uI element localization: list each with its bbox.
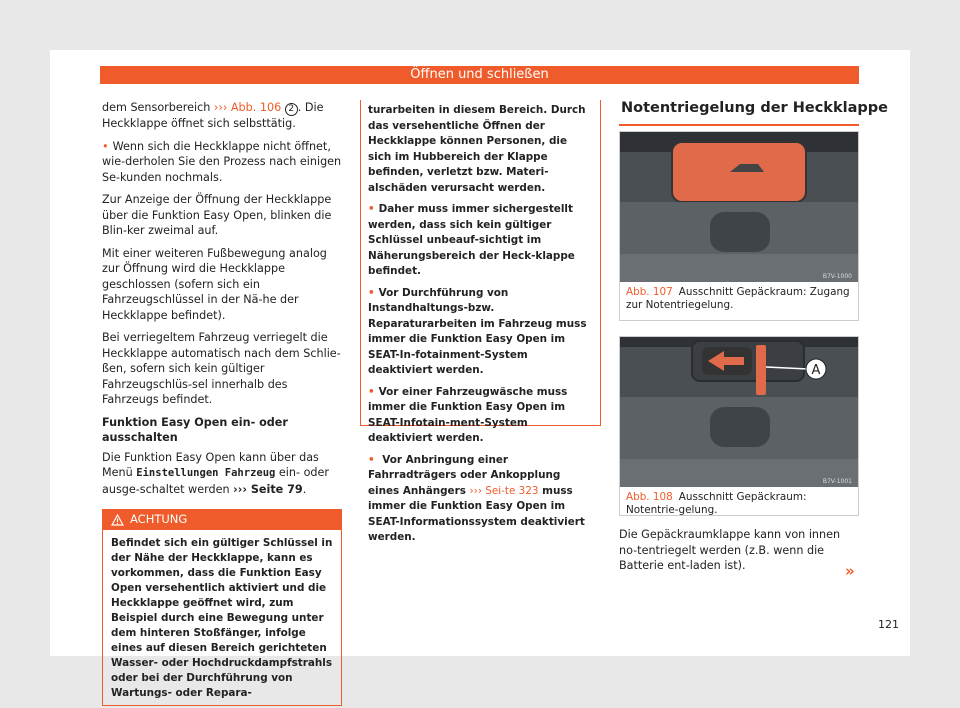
paragraph: turarbeiten in diesem Bereich. Durch das versehentliche Öffnen der Heckklappe können Personen, die sich im Hubbereich der Klappe befinden, verletzt bzw. Materi-alschäden verursacht werden. (368, 104, 586, 194)
text: dem Sensorbereich (102, 101, 214, 114)
figure-caption (620, 487, 858, 521)
text: Die Funktion Easy Open kann über das Menü (102, 450, 319, 479)
callout-number: 2 (285, 103, 298, 116)
section-title: Notentriegelung der Heckklappe (621, 100, 888, 116)
paragraph: Zur Anzeige der Öffnung der Heckklappe über die Funktion Easy Open, blinken die Blin-ker zweimal auf. (102, 193, 332, 237)
bullet-item: • Daher muss immer sichergestellt werden, dass sich kein gültiger Schlüssel unbeauf-sichtigt im Näherungsbereich der Heck-klappe befindet. (368, 202, 593, 280)
page-number: 121 (878, 618, 899, 631)
figure-label: Abb. 107 (626, 286, 673, 298)
warning-title: ACHTUNG (130, 512, 188, 527)
trunk-illustration (620, 132, 858, 282)
bullet-item: • Vor einer Fahrzeugwäsche muss immer die Funktion Easy Open im SEAT-Infotain-ment-System deaktiviert werden. (368, 385, 593, 447)
bullet-item (368, 453, 593, 546)
lever-illustration (620, 337, 858, 487)
bullet-item: • Wenn sich die Heckklappe nicht öffnet, wie-derholen Sie den Prozess nach einigen Se-kunden nochmals. (102, 139, 342, 186)
page-ref-link[interactable]: ››› Sei-te 323 (469, 484, 539, 497)
warning-box-continued (360, 100, 601, 543)
warning-header (103, 510, 341, 530)
paragraph: Bei verriegeltem Fahrzeug verriegelt die Heckklappe automatisch nach dem Schlie-ßen, sofern sich kein gültiger Fahrzeugschlüs-sel innerhalb des Fahrzeugs befindet. (102, 331, 341, 406)
paragraph (102, 450, 342, 498)
subheading: Funktion Easy Open ein- oder ausschalten (102, 415, 288, 444)
trunk-access-image (620, 132, 858, 282)
page-header: Öffnen und schließen (100, 66, 859, 84)
bullet-item: • Vor Durchführung von Instandhaltungs-bzw. Reparaturarbeiten im Fahrzeug muss immer die Funktion Easy Open im SEAT-In-fotainment-System deaktiviert werden. (368, 286, 593, 379)
menu-path: Einstellungen Fahrzeug (136, 467, 276, 479)
paragraph: Die Gepäckraumklappe kann von innen no-tentriegelt werden (z.B. wenn die Batterie ent-laden ist). (619, 528, 841, 572)
warning-triangle-icon (111, 514, 124, 526)
image-code: B7V-1001 (822, 478, 852, 485)
figure-label: Abb. 108 (626, 491, 673, 503)
section-title-underline (619, 124, 859, 126)
figure-ref-link[interactable]: ››› Abb. 106 (213, 101, 282, 114)
column-left (102, 100, 342, 706)
figure-108 (619, 336, 859, 516)
paragraph: Mit einer weiteren Fußbewegung analog zur Öffnung wird die Heckklappe geschlossen (sofern sich ein Fahrzeugschlüssel in der Nä-he der Heckklappe befindet). (102, 246, 327, 322)
text: ein- oder ausge-schaltet werden (102, 466, 330, 496)
callout-a-label: A (811, 363, 821, 378)
text: muss immer die Funktion Easy Open im SEAT-Informationssystem deaktiviert werden. (368, 484, 585, 543)
page-ref-link[interactable]: ››› Seite 79 (233, 482, 303, 496)
continue-marker: » (845, 562, 855, 580)
release-lever-image (620, 337, 858, 487)
warning-text: Befindet sich ein gültiger Schlüssel in der Nähe der Heckklappe, kann es vorkommen, dass die Funktion Easy Open versehentlich aktiviert und die Heckklappe geöffnet wird, zum Beispiel durch eine Bewegung unter dem hinteren Stoßfänger, infolge eines auf diesen Bereich gerichteten Wasser- oder Hochdruckdampfstrahls oder bei der Durchführung von Wartungs- oder Repara- (111, 537, 333, 699)
warning-box (102, 509, 342, 706)
paragraph (102, 100, 342, 132)
text: . (302, 482, 307, 496)
caption-text: Ausschnitt Gepäckraum: Zugang zur Notentriegelung. (626, 286, 850, 311)
figure-107 (619, 131, 859, 321)
caption-text: Ausschnitt Gepäckraum: Notentrie-gelung. (626, 491, 807, 516)
text: . Die Heckklappe öffnet sich selbsttätig. (102, 101, 324, 130)
image-code: B7V-1000 (822, 273, 852, 280)
text: Vor Anbringung einer Fahrradträgers oder Ankopplung eines Anhängers (368, 453, 561, 497)
figure-caption (620, 282, 858, 316)
